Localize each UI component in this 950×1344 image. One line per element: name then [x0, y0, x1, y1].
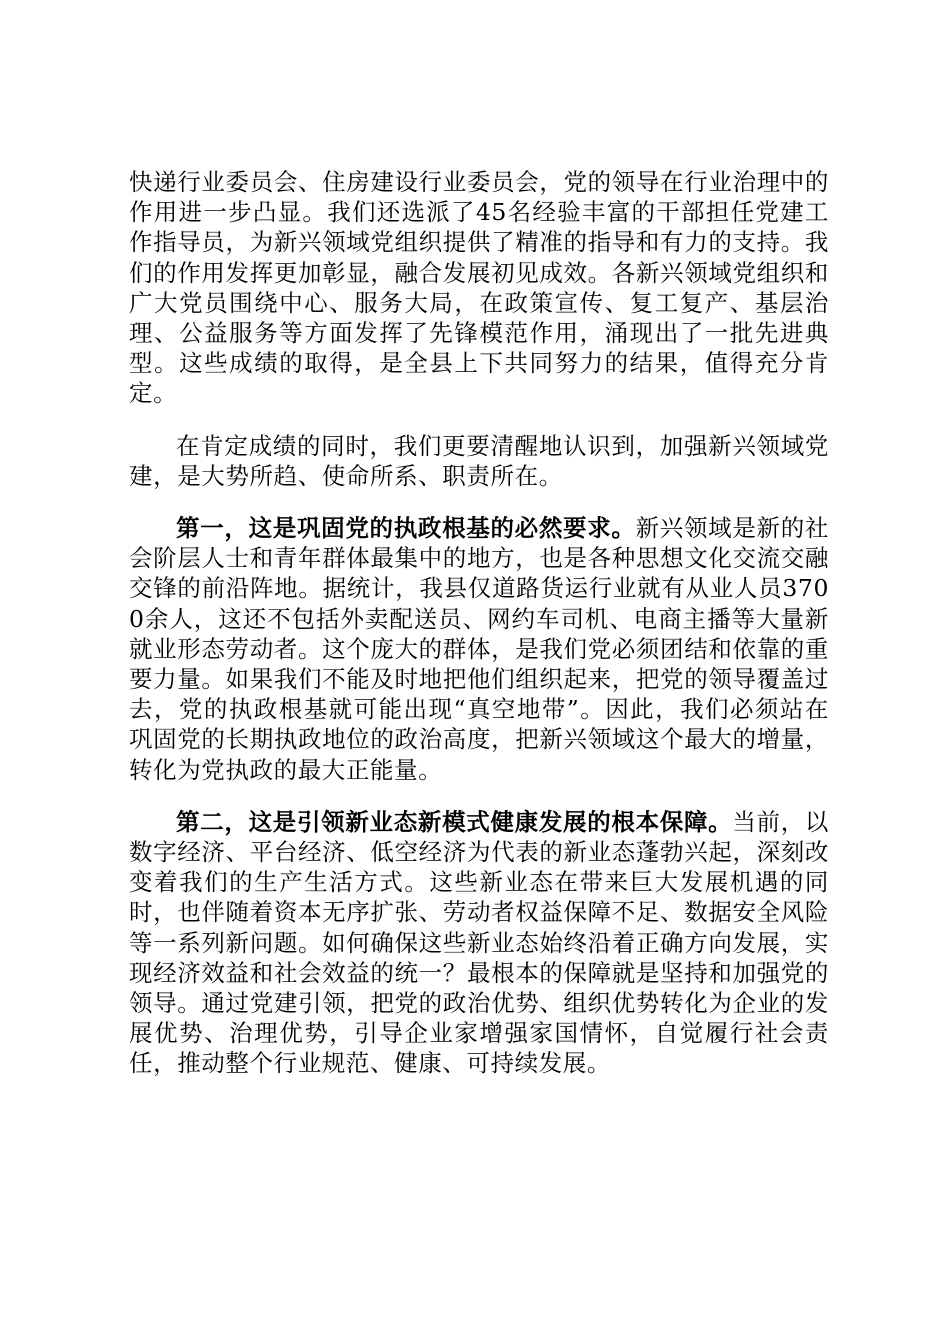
paragraph-text: 在肯定成绩的同时，我们更要清醒地认识到，加强新兴领域党建，是大势所趋、使命所系、职责所在。 [129, 431, 829, 490]
paragraph-text: 快递行业委员会、住房建设行业委员会，党的领导在行业治理中的作用进一步凸显。我们还选派了45名经验丰富的干部担任党建工作指导员，为新兴领域党组织提供了精准的指导和有力的支持。我们的作用发挥更加彰显，融合发展初见成效。各新兴领域党组织和广大党员围绕中心、服务大局，在政策宣传、复工复产、基层治理、公益服务等方面发挥了先锋模范作用，涌现出了一批先进典型。这些成绩的取得，是全县上下共同努力的结果，值得充分肯定。 [129, 168, 829, 408]
paragraph-continuation [129, 167, 829, 409]
document-body [129, 167, 829, 1101]
paragraph-transition [129, 431, 829, 491]
paragraph-lead-heading: 第一，这是巩固党的执政根基的必然要求。 [176, 514, 636, 543]
paragraph-point-two [129, 807, 829, 1079]
paragraph-point-one [129, 513, 829, 785]
paragraph-text: 当前，以数字经济、平台经济、低空经济为代表的新业态蓬勃兴起，深刻改变着我们的生产生活方式。这些新业态在带来巨大发展机遇的同时，也伴随着资本无序扩张、劳动者权益保障不足、数据安全风险等一系列新问题。如何确保这些新业态始终沿着正确方向发展，实现经济效益和社会效益的统一？最根本的保障就是坚持和加强党的领导。通过党建引领，把党的政治优势、组织优势转化为企业的发展优势、治理优势，引导企业家增强家国情怀，自觉履行社会责任，推动整个行业规范、健康、可持续发展。 [129, 807, 829, 1078]
paragraph-lead-heading: 第二，这是引领新业态新模式健康发展的根本保障。 [176, 807, 733, 836]
paragraph-text: 新兴领域是新的社会阶层人士和青年群体最集中的地方，也是各种思想文化交流交融交锋的前沿阵地。据统计，我县仅道路货运行业就有从业人员3700余人，这还不包括外卖配送员、网约车司机、电商主播等大量新就业形态劳动者。这个庞大的群体，是我们党必须团结和依靠的重要力量。如果我们不能及时地把他们组织起来，把党的领导覆盖过去，党的执政根基就可能出现“真空地带”。因此，我们必须站在巩固党的长期执政地位的政治高度，把新兴领域这个最大的增量，转化为党执政的最大正能量。 [129, 514, 829, 784]
